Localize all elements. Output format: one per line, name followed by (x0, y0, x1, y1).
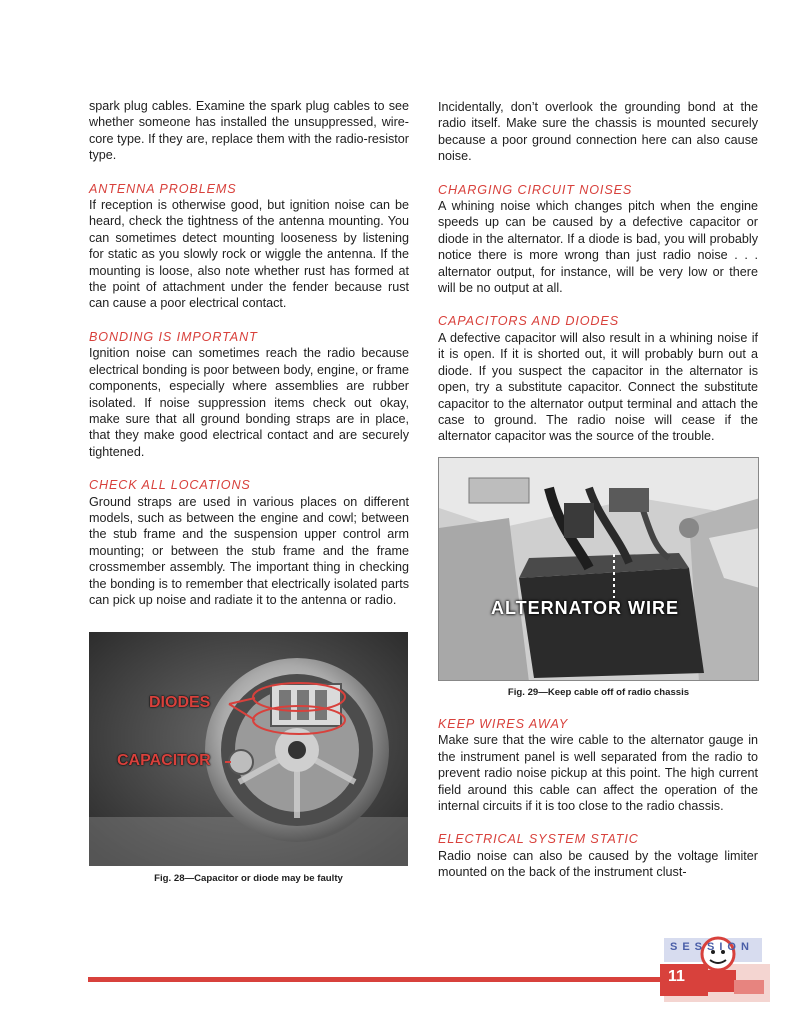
electrical-static-heading: ELECTRICAL SYSTEM STATIC (438, 832, 639, 847)
fig28-caption: Fig. 28—Capacitor or diode may be faulty (154, 873, 343, 884)
alternator-illustration (89, 632, 408, 866)
engine-bay-illustration (439, 458, 759, 681)
right-intro-paragraph: Incidentally, don’t overlook the grounding bond at the radio itself. Make sure the chassis is mounted securely because a poor ground connection here can also cause noise. (438, 100, 758, 164)
bonding-body: Ignition noise can sometimes reach the radio because electrical bonding is poor between body, engine, or frame components, especially where assemblies are rubber isolated. If noise suppression items check out okay, make sure that all ground bonding straps are in place, that they make good electrical contact and are securely tightened. (89, 346, 409, 459)
left-column (89, 98, 409, 608)
alternator-wire-photo (438, 457, 759, 681)
diodes-label: DIODES (149, 694, 211, 711)
check-locations-heading: CHECK ALL LOCATIONS (89, 478, 251, 493)
charging-circuit-heading: CHARGING CIRCUIT NOISES (438, 182, 633, 197)
check-locations-body: Ground straps are used in various places on different models, such as between the engine and cowl; between the stub frame and the suspension upper control arm mounting; or between the stub frame and the frame crossmember assembly. The important thing in checking the bonding is to remember that electrically isolated parts can pick up noise and radiate it to the antenna or radio. (89, 494, 409, 607)
left-intro-paragraph: spark plug cables. Examine the spark plug cables to see whether someone has installed the unsuppressed, wire-core type. If they are, replace them with the radio-resistor type. (89, 99, 409, 163)
alternator-photo (89, 632, 408, 866)
charging-circuit-body: A whining noise which changes pitch when the engine speeds up can be caused by a defective capacitor or diode in the alternator. If a diode is bad, you will probably notice there is more wrong than just radio noise . . . alternator output, for instance, will be very low or there will be no output at all. (438, 199, 758, 296)
keep-wires-heading: KEEP WIRES AWAY (438, 717, 569, 731)
bonding-heading: BONDING IS IMPORTANT (89, 329, 258, 344)
page-number: 11 (668, 968, 685, 985)
electrical-static-body: Radio noise can also be caused by the voltage limiter mounted on the back of the instrument clust- (438, 848, 758, 880)
capacitors-diodes-body: A defective capacitor will also result in a whining noise if it is open. If it is shorted out, it will probably burn out a diode. If you suspect the capacitor in the alternator is open, try a substitute capacitor. Connect the substitute capacitor to the alternator output terminal and attach the case to ground. The radio noise will cease if the alternator capacitor was the source of the trouble. (438, 330, 758, 444)
fig29-caption: Fig. 29—Keep cable off of radio chassis (507, 687, 690, 698)
footer-rule (88, 977, 668, 982)
session-label: SESSION (670, 941, 754, 953)
keep-wires-body: Make sure that the wire cable to the alternator gauge in the instrument panel is well separated from the radio to prevent radio noise pickup at this point. The high current field around this cable can affect the operation of the internal circuits if it is too close to the radio chassis. (438, 733, 758, 814)
right-column-bottom (438, 716, 758, 881)
antenna-problems-heading: ANTENNA PROBLEMS (89, 181, 237, 196)
alternator-wire-label: ALTERNATOR WIRE (491, 598, 679, 618)
capacitor-label: CAPACITOR (117, 752, 211, 769)
right-column-top (438, 99, 758, 445)
antenna-problems-body: If reception is otherwise good, but ignition noise can be heard, check the tightness of the antenna mounting. You can sometimes detect mounting looseness by listening for static as you slowly rock or wiggle the antenna. If the mounting is loose, also note whether rust has formed at the point of attachment under the fender because rust can cause a poor electrical contact. (89, 198, 409, 311)
capacitors-diodes-heading: CAPACITORS AND DIODES (438, 314, 620, 329)
